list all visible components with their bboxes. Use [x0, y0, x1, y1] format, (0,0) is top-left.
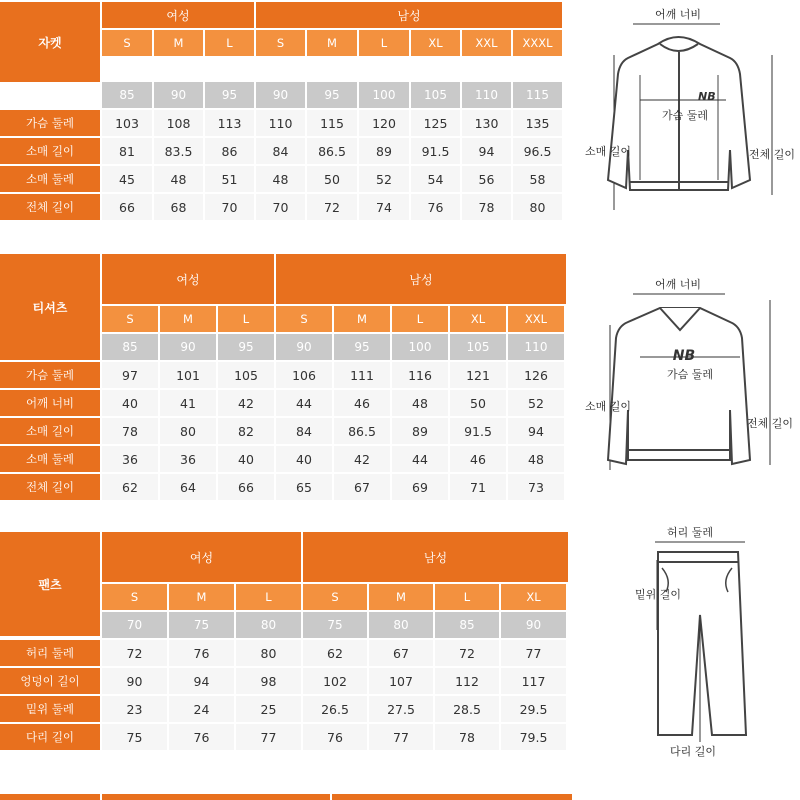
tshirt-women-header: 여성 — [102, 254, 274, 304]
table-row — [0, 724, 570, 750]
size-label: S — [102, 584, 167, 610]
table-cell: 40 — [102, 390, 158, 416]
table-cell: 52 — [508, 390, 564, 416]
table-cell: 77 — [236, 724, 301, 750]
table-cell: 66 — [102, 194, 152, 220]
size-number: 75 — [303, 612, 367, 638]
size-number: 105 — [450, 334, 506, 360]
table-row — [0, 668, 570, 694]
table-cell: 76 — [169, 724, 234, 750]
table-cell: 80 — [513, 194, 562, 220]
table-cell: 78 — [462, 194, 511, 220]
jacket-size-table — [0, 2, 564, 222]
table-cell: 105 — [218, 362, 274, 388]
pants-size-row — [102, 584, 570, 610]
table-row — [0, 110, 564, 136]
table-cell: 48 — [154, 166, 203, 192]
table-row — [0, 446, 568, 472]
size-label: S — [256, 30, 305, 56]
size-number: 90 — [160, 334, 216, 360]
pants-number-row — [102, 612, 570, 638]
table-row — [0, 474, 568, 500]
table-cell: 103 — [102, 110, 152, 136]
size-label: L — [359, 30, 409, 56]
table-cell: 67 — [334, 474, 390, 500]
table-cell: 48 — [508, 446, 564, 472]
table-cell: 72 — [435, 640, 499, 666]
table-cell: 84 — [256, 138, 305, 164]
chest-label: 가슴 둘레 — [666, 368, 714, 381]
table-cell: 26.5 — [303, 696, 367, 722]
table-cell: 45 — [102, 166, 152, 192]
table-row — [0, 166, 564, 192]
table-cell: 116 — [392, 362, 448, 388]
size-number: 80 — [369, 612, 433, 638]
size-label: S — [276, 306, 332, 332]
table-cell: 98 — [236, 668, 301, 694]
table-cell: 86.5 — [334, 418, 390, 444]
table-cell: 76 — [411, 194, 460, 220]
table-cell: 64 — [160, 474, 216, 500]
size-label: M — [334, 306, 390, 332]
table-cell: 89 — [359, 138, 409, 164]
size-number: 90 — [276, 334, 332, 360]
measure-label: 소매 둘레 — [0, 446, 100, 472]
table-cell: 52 — [359, 166, 409, 192]
table-cell: 42 — [334, 446, 390, 472]
next-table-edge — [102, 794, 330, 800]
table-cell: 58 — [513, 166, 562, 192]
table-cell: 41 — [160, 390, 216, 416]
table-cell: 121 — [450, 362, 506, 388]
tshirt-number-row — [102, 334, 568, 360]
table-cell: 130 — [462, 110, 511, 136]
jacket-diagram — [580, 0, 800, 220]
table-cell: 96.5 — [513, 138, 562, 164]
shoulder-width-label: 어깨 너비 — [654, 278, 702, 291]
table-cell: 50 — [307, 166, 357, 192]
table-cell: 113 — [205, 110, 254, 136]
size-label: L — [205, 30, 254, 56]
tshirt-size-table — [0, 254, 568, 502]
size-label: L — [236, 584, 301, 610]
table-cell: 135 — [513, 110, 562, 136]
size-number: 90 — [501, 612, 566, 638]
pants-icon — [658, 552, 746, 735]
table-cell: 40 — [276, 446, 332, 472]
table-cell: 94 — [169, 668, 234, 694]
table-cell: 94 — [508, 418, 564, 444]
chest-label: 가슴 둘레 — [661, 109, 709, 122]
table-cell: 80 — [160, 418, 216, 444]
next-table-edge — [332, 794, 572, 800]
tshirt-category-label: 티셔츠 — [0, 254, 100, 360]
size-label: S — [102, 306, 158, 332]
table-cell: 65 — [276, 474, 332, 500]
table-cell: 50 — [450, 390, 506, 416]
table-cell: 56 — [462, 166, 511, 192]
measure-label: 어깨 너비 — [0, 390, 100, 416]
table-cell: 77 — [369, 724, 433, 750]
table-cell: 80 — [236, 640, 301, 666]
sleeve-length-label: 소매 길이 — [584, 145, 632, 158]
table-cell: 28.5 — [435, 696, 499, 722]
size-label: XL — [501, 584, 566, 610]
table-row — [0, 640, 570, 666]
size-number: 80 — [236, 612, 301, 638]
size-label: M — [154, 30, 203, 56]
size-number: 95 — [218, 334, 274, 360]
table-cell: 70 — [256, 194, 305, 220]
table-cell: 91.5 — [450, 418, 506, 444]
jacket-men-header: 남성 — [256, 2, 562, 28]
size-number: 85 — [102, 82, 152, 108]
table-cell: 29.5 — [501, 696, 566, 722]
size-label: L — [218, 306, 274, 332]
table-cell: 97 — [102, 362, 158, 388]
pants-women-header: 여성 — [102, 532, 301, 582]
size-number: 85 — [435, 612, 499, 638]
size-number: 70 — [102, 612, 167, 638]
table-cell: 115 — [307, 110, 357, 136]
table-cell: 66 — [218, 474, 274, 500]
jacket-size-row — [102, 30, 564, 56]
table-cell: 46 — [450, 446, 506, 472]
size-label: M — [369, 584, 433, 610]
size-label: L — [392, 306, 448, 332]
table-cell: 36 — [102, 446, 158, 472]
measure-label: 엉덩이 길이 — [0, 668, 100, 694]
measure-label: 소매 둘레 — [0, 166, 100, 192]
table-row — [0, 696, 570, 722]
table-cell: 101 — [160, 362, 216, 388]
measure-label: 허리 둘레 — [0, 640, 100, 666]
table-cell: 91.5 — [411, 138, 460, 164]
table-cell: 120 — [359, 110, 409, 136]
table-cell: 62 — [102, 474, 158, 500]
size-number: 75 — [169, 612, 234, 638]
table-cell: 36 — [160, 446, 216, 472]
tshirt-diagram — [580, 270, 800, 490]
measure-label: 소매 길이 — [0, 418, 100, 444]
nb-logo-icon: NB — [672, 348, 696, 364]
table-cell: 71 — [450, 474, 506, 500]
table-cell: 86 — [205, 138, 254, 164]
table-cell: 81 — [102, 138, 152, 164]
table-row — [0, 418, 568, 444]
shoulder-width-label: 어깨 너비 — [654, 8, 702, 21]
table-cell: 83.5 — [154, 138, 203, 164]
table-cell: 78 — [435, 724, 499, 750]
measure-label: 전체 길이 — [0, 194, 100, 220]
pants-size-table — [0, 532, 570, 752]
pants-category-label: 팬츠 — [0, 532, 100, 636]
size-number: 100 — [392, 334, 448, 360]
table-cell: 73 — [508, 474, 564, 500]
table-cell: 77 — [501, 640, 566, 666]
table-cell: 126 — [508, 362, 564, 388]
table-cell: 72 — [102, 640, 167, 666]
table-cell: 51 — [205, 166, 254, 192]
size-number: 110 — [508, 334, 564, 360]
size-number: 95 — [307, 82, 357, 108]
table-cell: 72 — [307, 194, 357, 220]
table-cell: 112 — [435, 668, 499, 694]
table-cell: 94 — [462, 138, 511, 164]
size-number: 100 — [359, 82, 409, 108]
table-cell: 74 — [359, 194, 409, 220]
size-number: 90 — [154, 82, 203, 108]
tshirt-size-row — [102, 306, 568, 332]
size-label: M — [307, 30, 357, 56]
table-cell: 62 — [303, 640, 367, 666]
pants-measure-rows — [0, 640, 570, 750]
jacket-women-header: 여성 — [102, 2, 254, 28]
measure-label: 가슴 둘레 — [0, 362, 100, 388]
table-cell: 102 — [303, 668, 367, 694]
table-cell: 54 — [411, 166, 460, 192]
size-label: M — [169, 584, 234, 610]
size-number: 90 — [256, 82, 305, 108]
nb-logo-icon: NB — [698, 90, 716, 103]
table-cell: 69 — [392, 474, 448, 500]
table-cell: 23 — [102, 696, 167, 722]
table-cell: 25 — [236, 696, 301, 722]
table-cell: 68 — [154, 194, 203, 220]
measure-label: 가슴 둘레 — [0, 110, 100, 136]
table-cell: 125 — [411, 110, 460, 136]
sleeve-length-label: 소매 길이 — [584, 400, 632, 413]
size-number: 110 — [462, 82, 511, 108]
table-cell: 40 — [218, 446, 274, 472]
total-length-label: 전체 길이 — [748, 148, 796, 161]
table-cell: 90 — [102, 668, 167, 694]
table-cell: 82 — [218, 418, 274, 444]
table-cell: 78 — [102, 418, 158, 444]
table-cell: 27.5 — [369, 696, 433, 722]
table-cell: 111 — [334, 362, 390, 388]
table-cell: 106 — [276, 362, 332, 388]
size-label: XL — [411, 30, 460, 56]
measure-label: 밑위 둘레 — [0, 696, 100, 722]
size-number: 105 — [411, 82, 460, 108]
size-label: XL — [450, 306, 506, 332]
table-cell: 86.5 — [307, 138, 357, 164]
total-length-label: 전체 길이 — [746, 417, 794, 430]
table-cell: 67 — [369, 640, 433, 666]
jacket-category-label: 자켓 — [0, 2, 100, 82]
table-cell: 75 — [102, 724, 167, 750]
table-cell: 108 — [154, 110, 203, 136]
table-cell: 42 — [218, 390, 274, 416]
tshirt-icon — [608, 308, 750, 464]
rise-label: 밑위 길이 — [634, 588, 682, 601]
size-label: XXL — [508, 306, 564, 332]
table-cell: 117 — [501, 668, 566, 694]
size-number: 115 — [513, 82, 562, 108]
table-row — [0, 390, 568, 416]
pants-diagram — [600, 520, 800, 765]
table-cell: 76 — [169, 640, 234, 666]
table-cell: 110 — [256, 110, 305, 136]
table-cell: 84 — [276, 418, 332, 444]
waist-label: 허리 둘레 — [666, 526, 714, 539]
measure-label: 소매 길이 — [0, 138, 100, 164]
leg-length-label: 다리 길이 — [669, 745, 717, 758]
jacket-number-row — [102, 82, 564, 108]
size-label: L — [435, 584, 499, 610]
size-number: 95 — [205, 82, 254, 108]
table-cell: 48 — [256, 166, 305, 192]
size-label: M — [160, 306, 216, 332]
measure-label: 전체 길이 — [0, 474, 100, 500]
table-row — [0, 362, 568, 388]
table-cell: 107 — [369, 668, 433, 694]
table-cell: 24 — [169, 696, 234, 722]
jacket-measure-rows — [0, 110, 564, 220]
table-row — [0, 194, 564, 220]
measure-label: 다리 길이 — [0, 724, 100, 750]
size-number: 95 — [334, 334, 390, 360]
table-cell: 46 — [334, 390, 390, 416]
size-label: S — [102, 30, 152, 56]
size-label: S — [303, 584, 367, 610]
size-number: 85 — [102, 334, 158, 360]
size-label: XXL — [462, 30, 511, 56]
tshirt-measure-rows — [0, 362, 568, 500]
table-cell: 48 — [392, 390, 448, 416]
table-cell: 44 — [276, 390, 332, 416]
table-cell: 79.5 — [501, 724, 566, 750]
table-cell: 70 — [205, 194, 254, 220]
tshirt-men-header: 남성 — [276, 254, 566, 304]
size-label: XXXL — [513, 30, 562, 56]
table-cell: 44 — [392, 446, 448, 472]
table-cell: 76 — [303, 724, 367, 750]
table-row — [0, 138, 564, 164]
pants-men-header: 남성 — [303, 532, 568, 582]
next-table-edge — [0, 794, 100, 800]
table-cell: 89 — [392, 418, 448, 444]
